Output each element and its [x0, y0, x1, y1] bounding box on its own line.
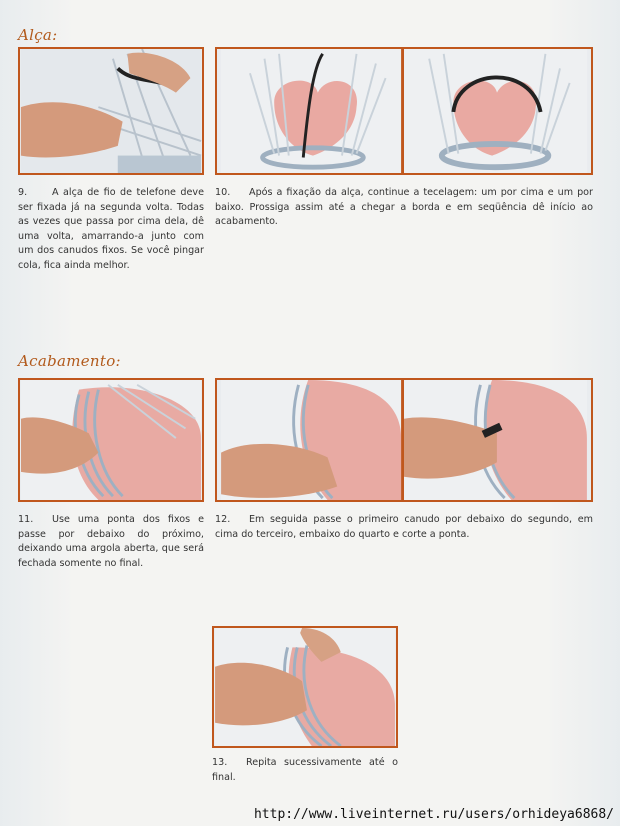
- step-number: 13.: [212, 757, 228, 768]
- step-text: Use uma ponta dos fixos e passe por debaixo do próximo, deixando uma argola aberta, que será fechada somente no final.: [18, 514, 204, 569]
- photo-step-11: [18, 378, 204, 502]
- caption-step-12: [215, 513, 593, 542]
- photo-basket-handle: [217, 49, 591, 173]
- section-title-acabamento: Acabamento:: [18, 352, 121, 370]
- caption-step-13: [212, 756, 398, 785]
- step-text: Repita sucessivamente até o final.: [212, 757, 398, 783]
- caption-step-9: [18, 186, 204, 273]
- caption-step-10: [215, 186, 593, 230]
- step-number: 12.: [215, 514, 231, 525]
- caption-step-11: [18, 513, 204, 571]
- photo-step-9: [18, 47, 204, 175]
- source-url: http://www.liveinternet.ru/users/orhideya6868/: [253, 807, 614, 822]
- photo-basket-edge-13: [214, 628, 396, 746]
- step-number: 10.: [215, 187, 231, 198]
- step-text: Após a fixação da alça, continue a tecelagem: um por cima e um por baixo. Prossiga assim até a chegar a borda e em seqüência dê início ao acabamento.: [215, 187, 593, 227]
- step-text: Em seguida passe o primeiro canudo por debaixo do segundo, em cima do terceiro, embaixo do quarto e corte a ponta.: [215, 514, 593, 540]
- photo-step-13: [212, 626, 398, 748]
- step-number: 11.: [18, 514, 34, 525]
- step-number: 9.: [18, 187, 28, 198]
- section-title-alca: Alça:: [18, 26, 58, 44]
- photo-step-10: [215, 47, 593, 175]
- step-text: A alça de fio de telefone deve ser fixada já na segunda volta. Todas as vezes que passa por cima dela, dê uma volta, amarrando-a junto com um dos canudos fixos. Se você pingar cola, fica ainda melhor.: [18, 187, 204, 271]
- photo-hands-wire: [20, 49, 202, 173]
- photo-step-12: [215, 378, 593, 502]
- photo-basket-edge-11: [20, 380, 202, 500]
- photo-basket-edge-12: [217, 380, 591, 500]
